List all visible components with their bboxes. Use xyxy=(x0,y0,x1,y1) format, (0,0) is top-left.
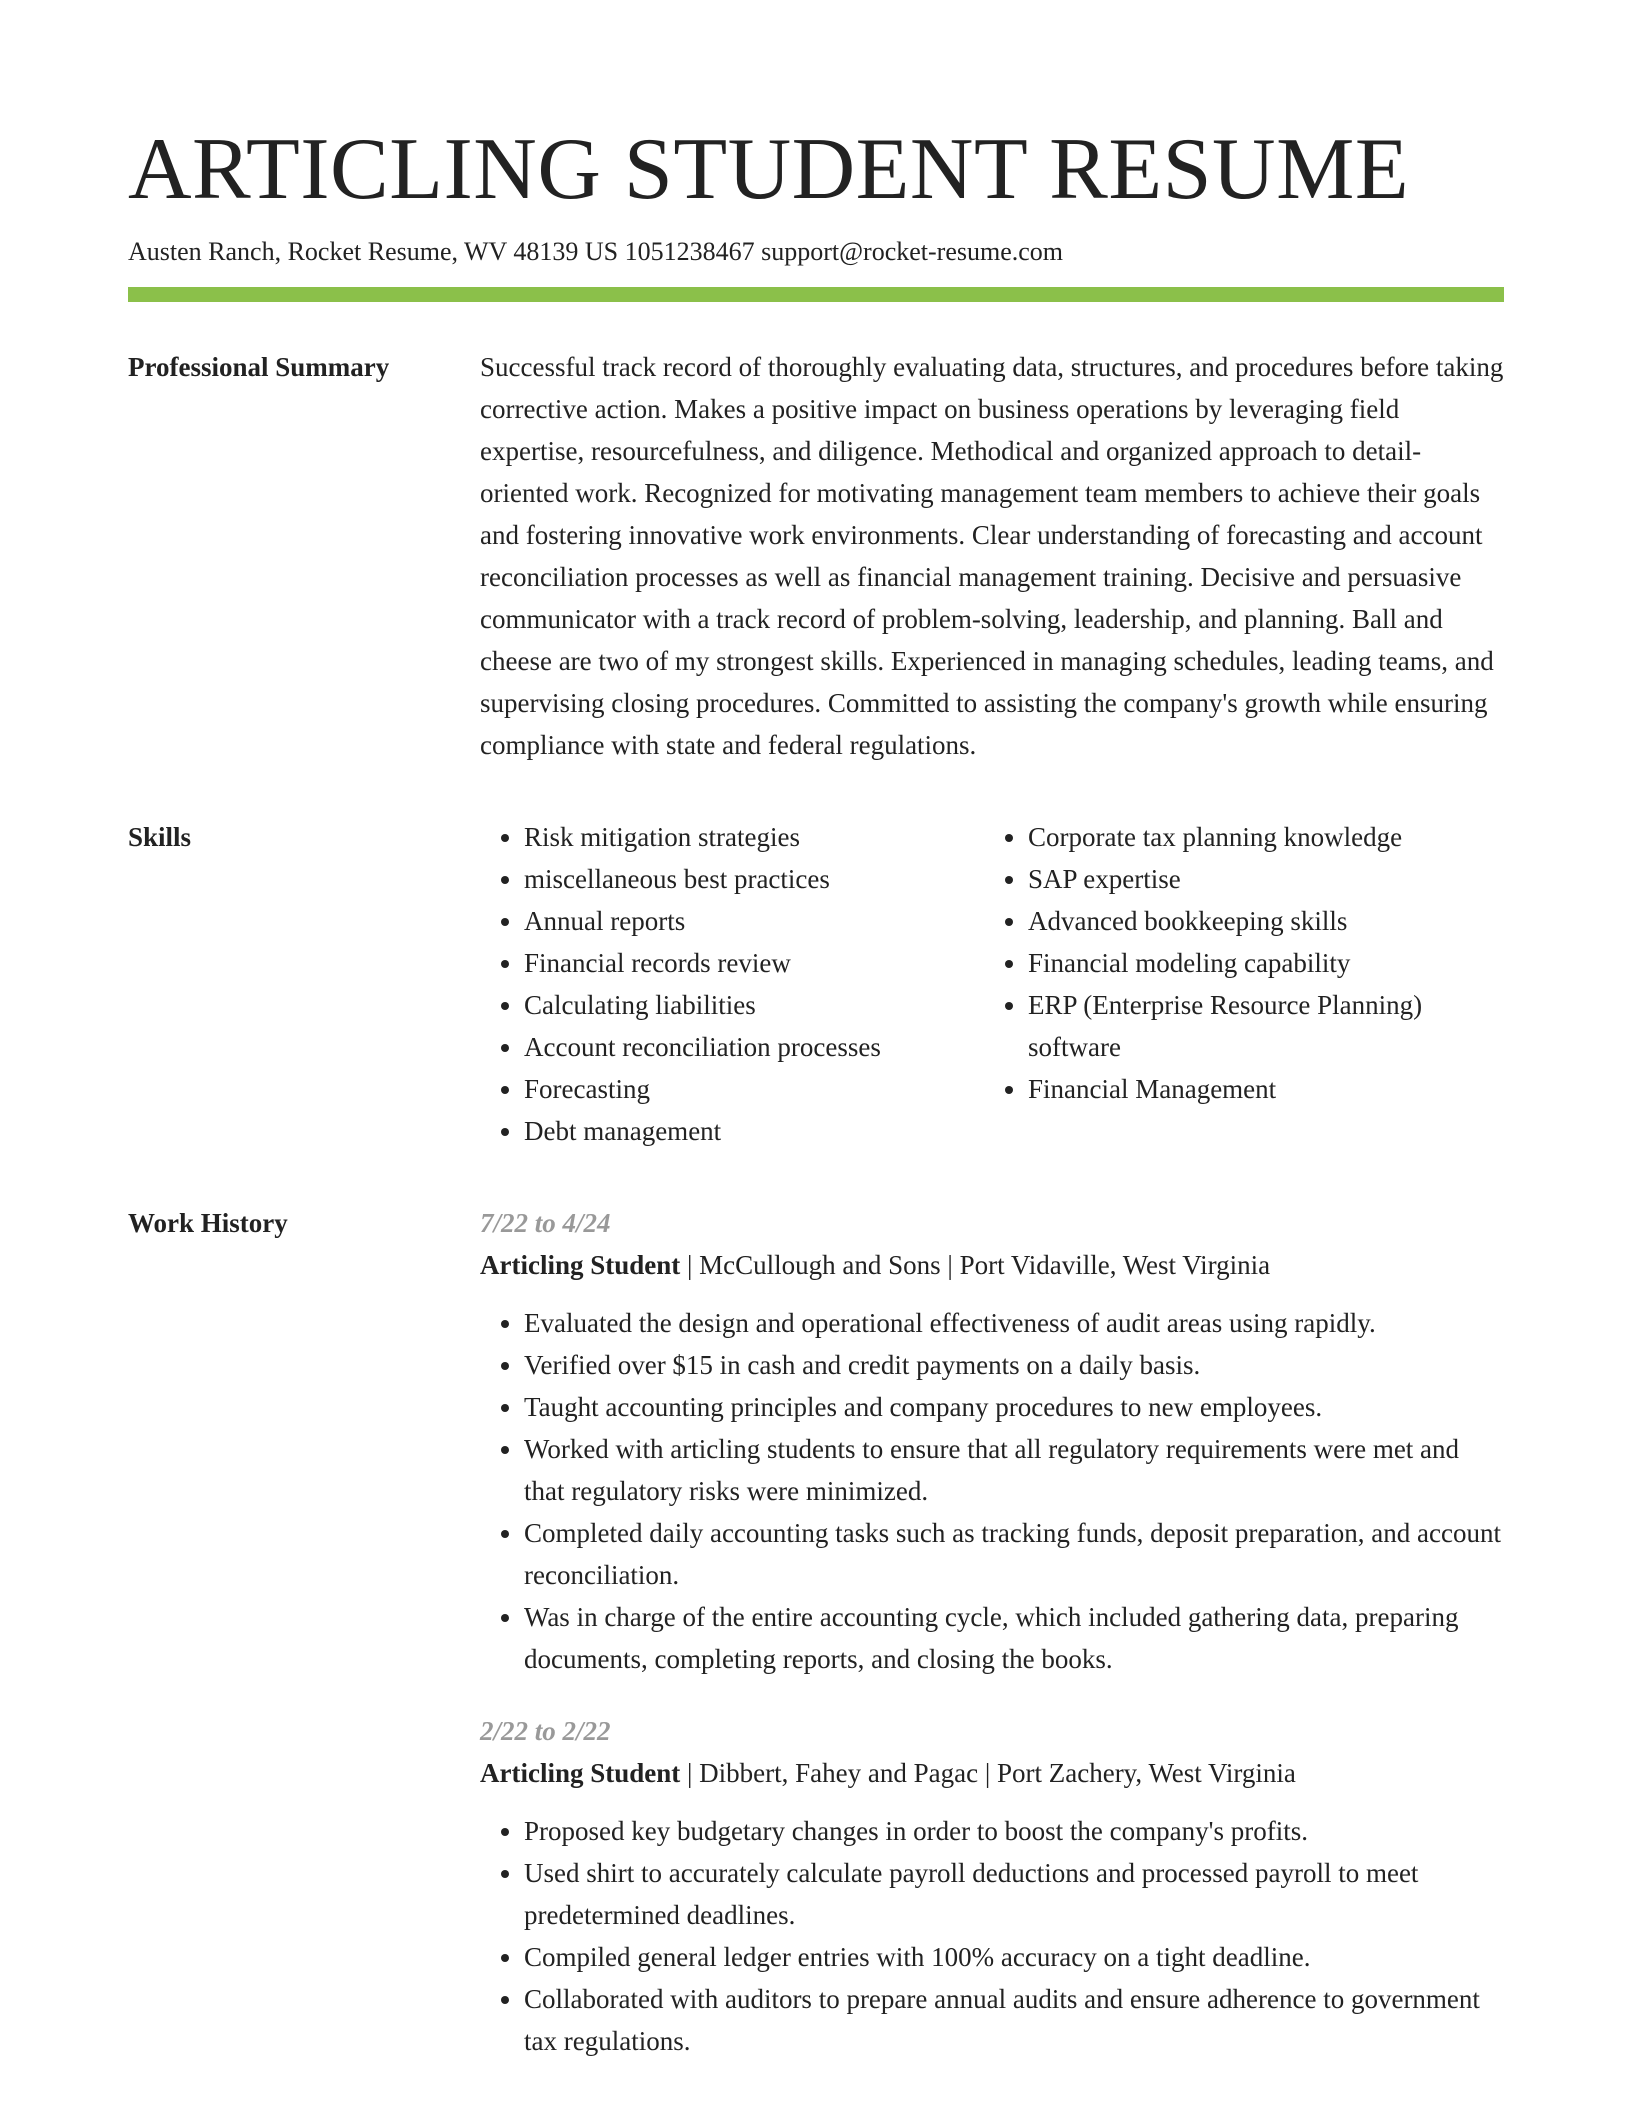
job-heading xyxy=(480,1752,1504,1794)
skill-item: • Risk mitigation strategies xyxy=(524,816,984,858)
job-bullet: • Taught accounting principles and company procedures to new employees. xyxy=(524,1386,1504,1428)
contact-address: Austen Ranch, Rocket Resume, WV 48139 US xyxy=(128,237,619,266)
skill-item: • Advanced bookkeeping skills xyxy=(1028,900,1488,942)
job-date: 2/22 to 2/22 xyxy=(480,1716,611,1746)
job-bullet: • Completed daily accounting tasks such as tracking funds, deposit preparation, and account reconciliation. xyxy=(524,1512,1504,1596)
skill-item: • ERP (Enterprise Resource Planning) software xyxy=(1028,984,1488,1068)
skill-item: • Debt management xyxy=(524,1110,984,1152)
section-title-work: Work History xyxy=(128,1208,288,1238)
job-bullets xyxy=(480,1810,1504,2062)
skill-item: • Forecasting xyxy=(524,1068,984,1110)
skills-body xyxy=(480,816,1504,1152)
job-bullet: • Collaborated with auditors to prepare annual audits and ensure adherence to government tax regulations. xyxy=(524,1978,1504,2062)
section-work-history xyxy=(128,1202,1504,2062)
skill-item: • Calculating liabilities xyxy=(524,984,984,1026)
skills-list-right xyxy=(984,816,1488,1110)
job-title: Articling Student xyxy=(480,1758,681,1788)
job-bullet: • Evaluated the design and operational effectiveness of audit areas using rapidly. xyxy=(524,1302,1504,1344)
skill-item: • Account reconciliation processes xyxy=(524,1026,984,1068)
job-title: Articling Student xyxy=(480,1250,681,1280)
contact-email: support@rocket-resume.com xyxy=(761,237,1064,266)
resume-title: ARTICLING STUDENT RESUME xyxy=(128,121,1410,218)
skills-column-left xyxy=(480,816,984,1152)
job-entry xyxy=(480,1202,1504,1680)
skill-item: • Financial Management xyxy=(1028,1068,1488,1110)
summary-text: Successful track record of thoroughly evaluating data, structures, and procedures before taking corrective action. Makes a positive impact on business operations by leveraging field expertise, resourcefulness, and diligence. Methodical and organized approach to detail-oriented work. Recognized for motivating management team members to achieve their goals and fostering innovative work environments. Clear understanding of forecasting and account reconciliation processes as well as financial management training. Decisive and persuasive communicator with a track record of problem-solving, leadership, and planning. Ball and cheese are two of my strongest skills. Experienced in managing schedules, leading teams, and supervising closing procedures. Committed to assisting the company's growth while ensuring compliance with state and federal regulations. xyxy=(480,352,1504,760)
section-professional-summary xyxy=(128,346,1504,766)
skill-item: • Annual reports xyxy=(524,900,984,942)
contact-phone: 1051238467 xyxy=(624,237,755,266)
job-bullet: • Verified over $15 in cash and credit payments on a daily basis. xyxy=(524,1344,1504,1386)
skill-item: • Financial records review xyxy=(524,942,984,984)
job-bullet: • Compiled general ledger entries with 100% accuracy on a tight deadline. xyxy=(524,1936,1504,1978)
section-skills xyxy=(128,816,1504,1152)
job-heading xyxy=(480,1244,1504,1286)
job-bullet: • Proposed key budgetary changes in order to boost the company's profits. xyxy=(524,1810,1504,1852)
job-bullet: • Used shirt to accurately calculate payroll deductions and processed payroll to meet predetermined deadlines. xyxy=(524,1852,1504,1936)
skill-item: • miscellaneous best practices xyxy=(524,858,984,900)
skill-item: • SAP expertise xyxy=(1028,858,1488,900)
job-details: | McCullough and Sons | Port Vidaville, West Virginia xyxy=(680,1250,1271,1280)
job-bullet: • Worked with articling students to ensure that all regulatory requirements were met and that regulatory risks were minimized. xyxy=(524,1428,1504,1512)
summary-body xyxy=(480,346,1504,766)
skill-item: • Financial modeling capability xyxy=(1028,942,1488,984)
section-title-skills: Skills xyxy=(128,822,192,852)
job-details: | Dibbert, Fahey and Pagac | Port Zachery, West Virginia xyxy=(680,1758,1296,1788)
job-bullets xyxy=(480,1302,1504,1680)
section-title-summary: Professional Summary xyxy=(128,352,390,382)
header-divider xyxy=(128,287,1504,302)
work-body xyxy=(480,1202,1504,2062)
job-date: 7/22 to 4/24 xyxy=(480,1208,611,1238)
job-entry xyxy=(480,1710,1504,2062)
skills-column-right xyxy=(984,816,1488,1152)
contact-line xyxy=(128,234,1504,270)
skills-list-left xyxy=(480,816,984,1152)
job-bullet: • Was in charge of the entire accounting cycle, which included gathering data, preparing documents, completing reports, and closing the books. xyxy=(524,1596,1504,1680)
skill-item: • Corporate tax planning knowledge xyxy=(1028,816,1488,858)
